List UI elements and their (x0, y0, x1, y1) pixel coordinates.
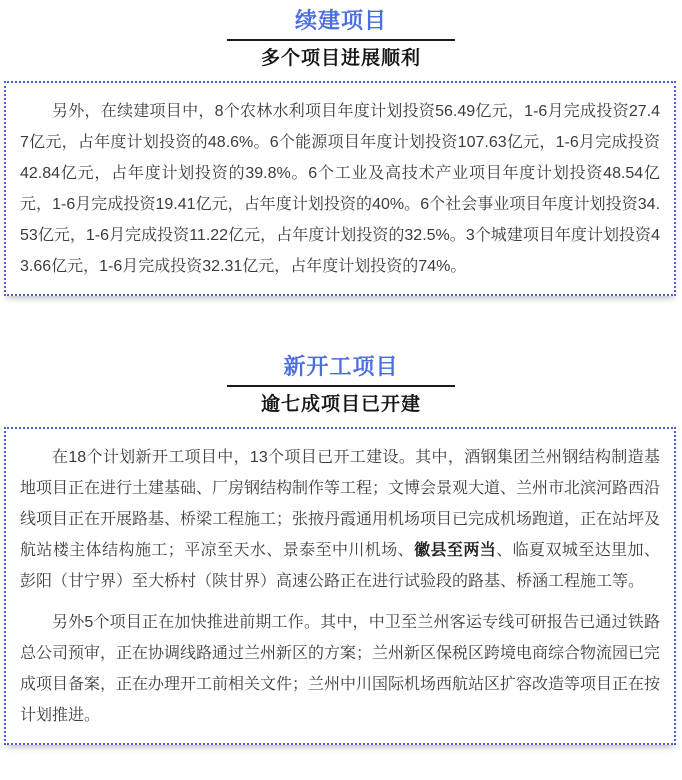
content-box-new-projects (4, 427, 676, 745)
text-segment: 、临夏双城至达里加、彭阳（甘宁界）至大桥村（陕甘界）高速公路正在进行试验段的路基、桥涵工程施工等。 (20, 542, 660, 590)
bold-text-segment: 徽县至两当 (414, 542, 497, 559)
paragraph (20, 96, 660, 282)
section-title-continuing-projects: 续建项目 (294, 8, 387, 33)
section-title-new-projects: 新开工项目 (283, 354, 399, 379)
title-underline (227, 385, 455, 387)
text-segment: 另外5个项目正在加快推进前期工作。其中，中卫至兰州客运专线可研报告已通过铁路总公司预审，正在协调线路通过兰州新区的方案；兰州新区保税区跨境电商综合物流园已完成项目备案，正在办理开工前相关文件；兰州中川国际机场西航站区扩容改造等项目正在按计划推进。 (20, 614, 661, 724)
section-new-projects (0, 352, 682, 745)
text-segment: 另外，在续建项目中，8个农林水利项目年度计划投资56.49亿元，1-6月完成投资27.47亿元，占年度计划投资的48.6%。6个能源项目年度计划投资107.63亿元，1-6月完成投资42.84亿元，占年度计划投资的39.8%。6个工业及高技术产业项目年度计划投资48.54亿元，1-6月完成投资19.41亿元，占年度计划投资的40%。6个社会事业项目年度计划投资34.53亿元，1-6月完成投资11.22亿元，占年度计划投资的32.5%。3个城建项目年度计划投资43.66亿元，1-6月完成投资32.31亿元，占年度计划投资的74%。 (20, 103, 660, 275)
paragraph (20, 442, 660, 597)
text-segment: 在18个计划新开工项目中，13个项目已开工建设。其中，酒钢集团兰州钢结构制造基地项目正在进行土建基础、厂房钢结构制作等工程；文博会景观大道、兰州市北滨河路西沿线项目正在开展路基、桥梁工程施工；张掖丹霞通用机场项目已完成机场跑道，正在站坪及航站楼主体结构施工；平凉至天水、景泰至中川机场、 (20, 449, 661, 559)
section-subtitle-continuing-projects: 多个项目进展顺利 (260, 48, 421, 69)
paragraph (20, 607, 660, 731)
content-box-continuing-projects (4, 81, 676, 296)
title-underline (227, 39, 455, 41)
section-continuing-projects (0, 6, 682, 296)
section-subtitle-new-projects: 逾七成项目已开建 (260, 394, 421, 415)
